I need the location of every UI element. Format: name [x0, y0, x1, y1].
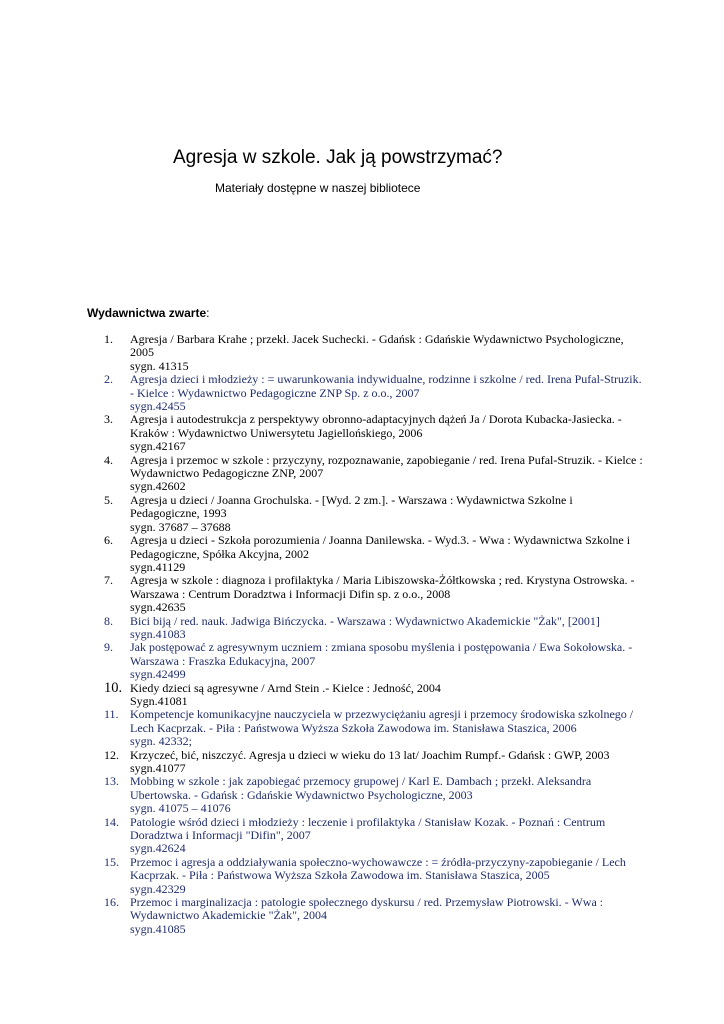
- list-item-number: 9.: [104, 640, 113, 655]
- page-subtitle: Materiały dostępne w naszej bibliotece: [215, 181, 421, 195]
- list-item-signature: sygn. 41075 – 41076: [130, 801, 231, 816]
- list-item-signature: sygn.41077: [130, 761, 186, 775]
- list-item-text: Agresja dzieci i młodzieży : = uwarunkowania indywidualne, rodzinne i szkolne / red. Irena Pufal-Struzik. - Kielce : Wydawnictwo Pedagogiczne ZNP Sp. z o.o., 2007: [130, 372, 642, 400]
- list-item-text: Jak postępować z agresywnym uczniem : zmiana sposobu myślenia i postępowania / Ewa Sokołowska. - Warszawa : Fraszka Edukacyjna, 2007: [130, 640, 633, 668]
- list-item-signature: Sygn.41081: [130, 693, 188, 708]
- list-item-number: 7.: [104, 573, 113, 588]
- list-item-signature: sygn. 42332;: [130, 734, 193, 749]
- list-item: [104, 679, 644, 709]
- list-item: [104, 534, 644, 574]
- list-item-number: 16.: [104, 895, 119, 910]
- page-title: Agresja w szkole. Jak ją powstrzymać?: [173, 147, 503, 168]
- list-item-signature: sygn. 37687 – 37688: [130, 519, 231, 534]
- list-item: [104, 816, 644, 856]
- list-item: [104, 333, 644, 373]
- list-item: [104, 749, 644, 776]
- list-item-text: Kiedy dzieci są agresywne / Arnd Stein .- Kielce : Jedność, 2004: [130, 680, 441, 695]
- list-item-number: 6.: [104, 533, 113, 548]
- list-item-text: Przemoc i agresja a oddziaływania społeczno-wychowawcze : = źródła-przyczyny-zapobieganie / Lech Kacprzak. - Piła : Państwowa Wyższa Szkoła Zawodowa im. Stanisława Staszica, 2005: [130, 854, 626, 883]
- section-heading-text: Wydawnictwa zwarte: [87, 306, 207, 320]
- list-item-signature: sygn.41129: [130, 559, 186, 574]
- list-item-text: Agresja u dzieci - Szkoła porozumienia / Joanna Danilewska. - Wyd.3. - Wwa : Wydawnictwa Szkolne i Pedagogiczne, Spółka Akcyjna, 2002: [130, 533, 631, 561]
- list-item-number: 8.: [104, 613, 113, 628]
- list-item-signature: sygn.41083: [130, 626, 186, 641]
- list-item: [104, 413, 644, 453]
- list-item-text: Bici biją / red. nauk. Jadwiga Bińczycka. - Warszawa : Wydawnictwo Akademickie "Żak", [2001]: [130, 613, 600, 628]
- list-item: [104, 574, 644, 614]
- list-item-signature: sygn.42499: [130, 667, 186, 682]
- list-item-number: 12.: [104, 747, 119, 762]
- list-item-signature: sygn.42167: [130, 439, 186, 454]
- list-item-signature: sygn.42624: [130, 841, 186, 856]
- list-item: [104, 896, 644, 936]
- list-item: [104, 494, 644, 534]
- section-heading-colon: :: [206, 306, 210, 320]
- list-item-signature: sygn.41085: [130, 921, 186, 936]
- list-item-signature: sygn.42455: [130, 399, 186, 414]
- list-item-text: Agresja / Barbara Krahe ; przekł. Jacek Suchecki. - Gdańsk : Gdańskie Wydawnictwo Psychologiczne, 2005: [130, 332, 624, 360]
- list-item-number: 1.: [104, 332, 113, 346]
- list-item-number: 10.: [104, 679, 123, 696]
- list-item-signature: sygn.42329: [130, 881, 186, 896]
- list-item-number: 13.: [104, 774, 119, 789]
- list-item-signature: sygn.42602: [130, 479, 186, 494]
- list-item-text: Krzyczeć, bić, niszczyć. Agresja u dzieci w wieku do 13 lat/ Joachim Rumpf.- Gdańsk : GWP, 2003: [130, 747, 610, 762]
- list-item: [104, 641, 644, 681]
- list-item-signature: sygn. 41315: [130, 358, 189, 373]
- list-item-text: Kompetencje komunikacyjne nauczyciela w przezwyciężaniu agresji i przemocy środowiska szkolnego / Lech Kacprzak. - Piła : Państwowa Wyższa Szkoła Zawodowa im. Stanisława Staszica, 2006: [130, 707, 634, 735]
- list-item: [104, 373, 644, 413]
- list-item-text: Patologie wśród dzieci i młodzieży : leczenie i profilaktyka / Stanisław Kozak. - Poznań : Centrum Doradztwa i Informacji "Difin", 2007: [130, 814, 606, 843]
- list-item-number: 11.: [104, 707, 119, 722]
- list-item-text: Agresja i autodestrukcja z perspektywy obronno-adaptacyjnych dążeń Ja / Dorota Kubacka-Jasiecka. - Kraków : Wydawnictwo Uniwersytetu Jagiellońskiego, 2006: [130, 412, 622, 440]
- list-item-number: 2.: [104, 372, 113, 387]
- list-item-text: Agresja i przemoc w szkole : przyczyny, rozpoznawanie, zapobieganie / red. Irena Pufal-Struzik. - Kielce : Wydawnictwo Pedagogiczne ZNP, 2007: [130, 452, 643, 481]
- list-item: [104, 454, 644, 494]
- list-item-number: 5.: [104, 492, 113, 507]
- list-item-number: 3.: [104, 412, 113, 427]
- list-item-text: Przemoc i marginalizacja : patologie społecznego dyskursu / red. Przemysław Piotrowski. - Wwa : Wydawnictwo Akademickie "Żak", 2004: [130, 895, 604, 923]
- list-item: [104, 775, 644, 815]
- list-item-text: Agresja u dzieci / Joanna Grochulska. - [Wyd. 2 zm.]. - Warszawa : Wydawnictwa Szkolne i Pedagogiczne, 1993: [130, 492, 573, 521]
- list-item-text: Mobbing w szkole : jak zapobiegać przemocy grupowej / Karl E. Dambach ; przekł. Aleksandra Ubertowska. - Gdańsk : Gdańskie Wydawnictwo Psychologiczne, 2003: [130, 774, 592, 802]
- list-item: [104, 708, 644, 748]
- section-heading: [87, 305, 210, 321]
- list-item: [104, 615, 644, 642]
- list-item-text: Agresja w szkole : diagnoza i profilaktyka / Maria Libiszowska-Żółtkowska ; red. Krystyna Ostrowska. - Warszawa : Centrum Doradztwa i Informacji Difin sp. z o.o., 2008: [130, 573, 635, 601]
- list-item-number: 4.: [104, 452, 113, 467]
- list-item: [104, 856, 644, 896]
- list-item-number: 14.: [104, 814, 119, 829]
- list-item-signature: sygn.42635: [130, 600, 186, 615]
- list-item-number: 15.: [104, 854, 119, 869]
- bibliography-list: [104, 333, 644, 936]
